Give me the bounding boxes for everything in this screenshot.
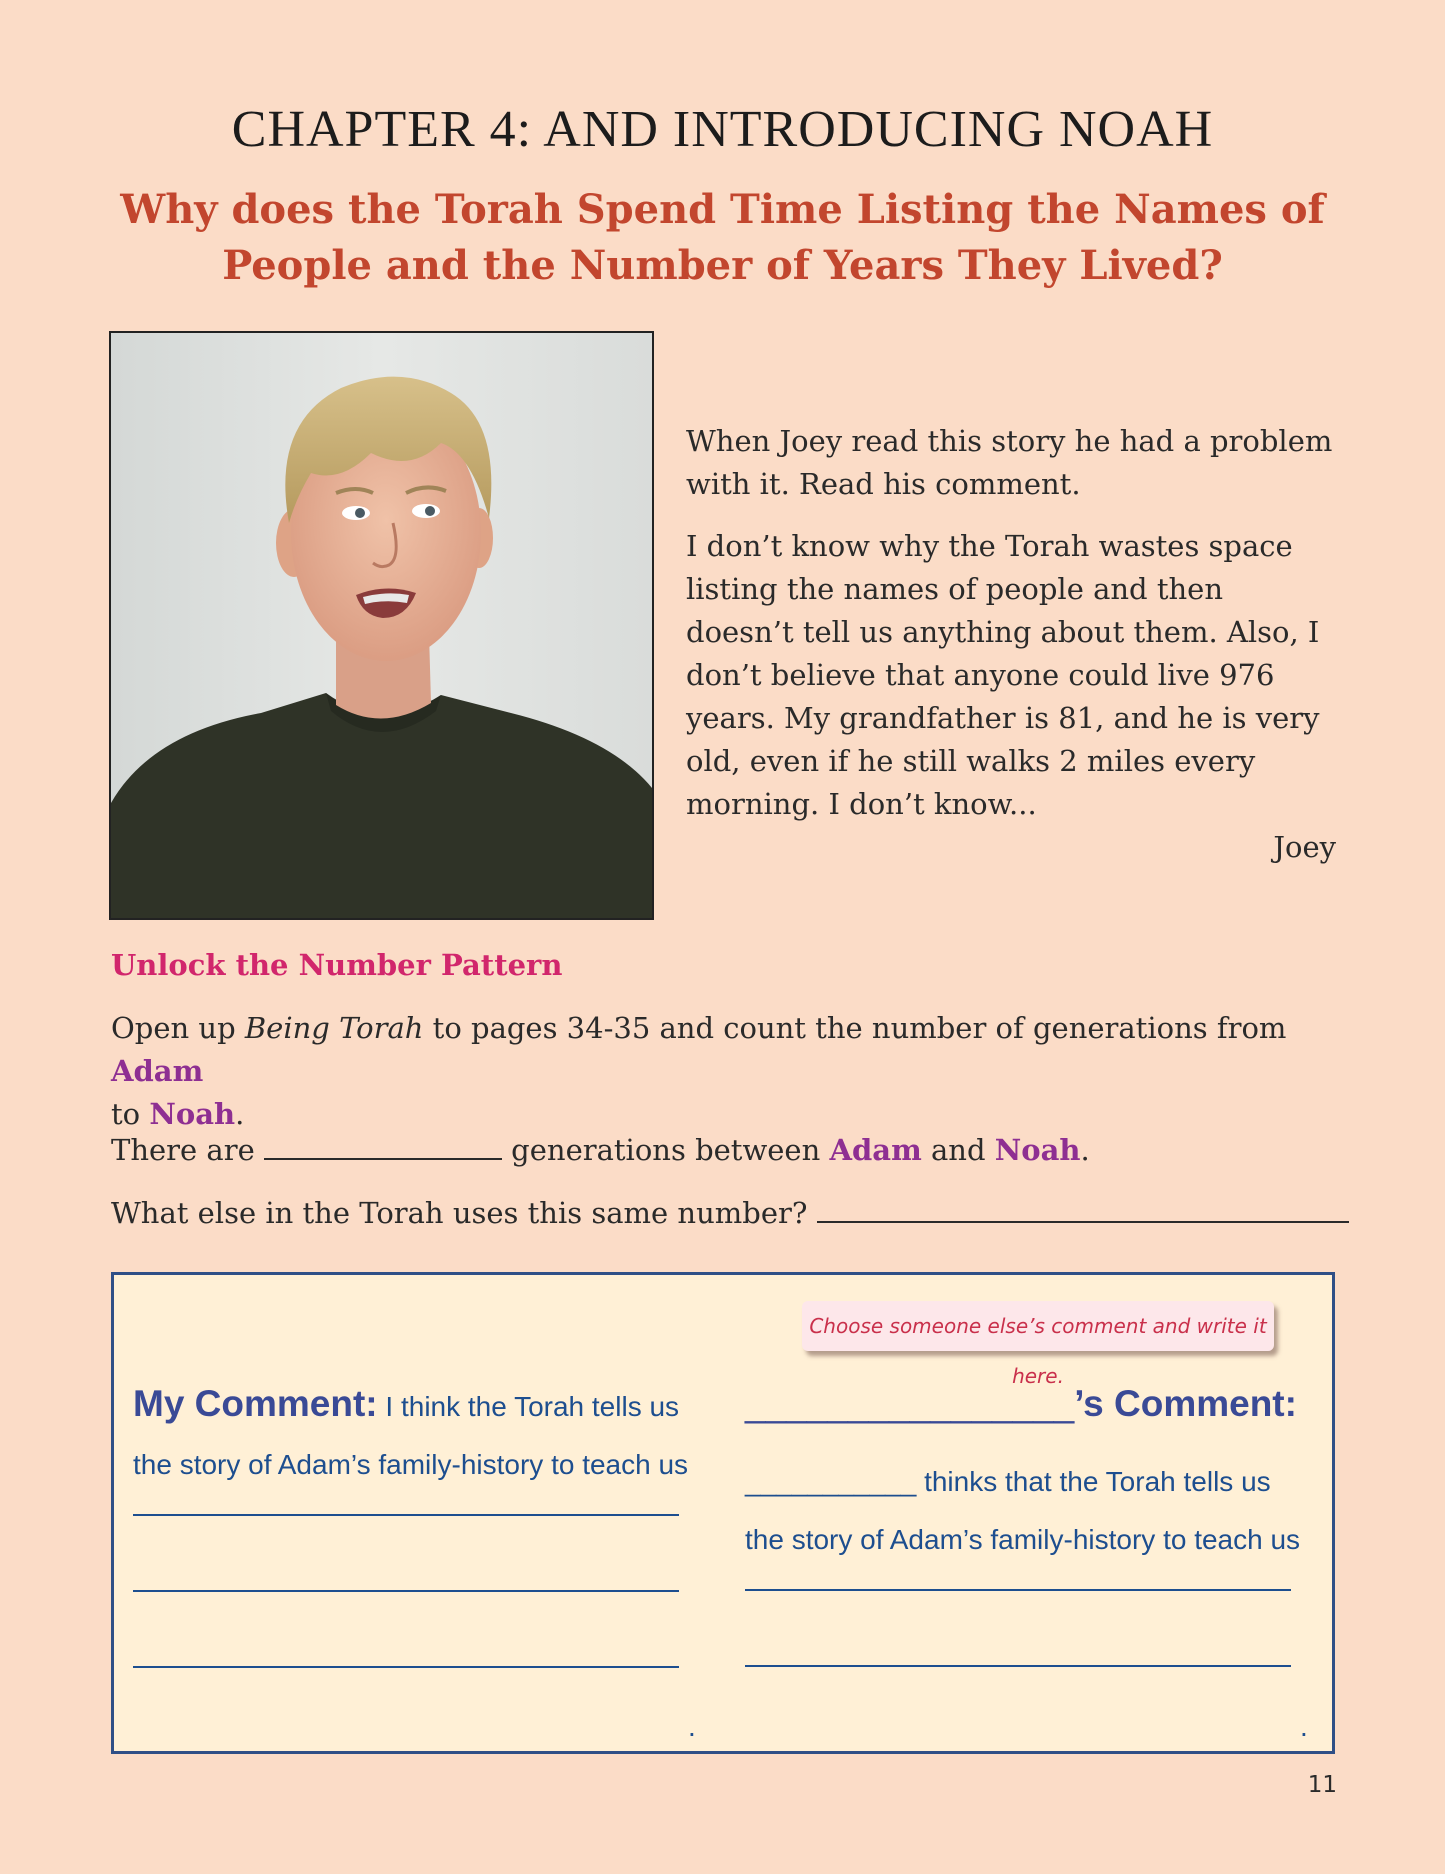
other-comment-text-2: the story of Adam’s family-history to teach us — [745, 1524, 1301, 1555]
my-comment-label: My Comment: — [133, 1383, 378, 1424]
chapter-title: CHAPTER 4: AND INTRODUCING NOAH — [231, 101, 1214, 158]
my-comment-write-line-3[interactable] — [133, 1626, 679, 1668]
chapter-subtitle — [110, 182, 1335, 294]
joey-intro: When Joey read this story he had a problem with it. Read his comment. — [686, 424, 1333, 501]
my-comment-text-2: the story of Adam’s family-history to teach us — [133, 1449, 689, 1480]
my-comment-end-dot: . — [688, 1711, 696, 1742]
generations-answer-blank[interactable] — [264, 1128, 502, 1160]
my-comment-column — [133, 1375, 703, 1742]
subtitle-line-2: People and the Number of Years They Lived? — [222, 242, 1223, 289]
other-comment-column — [745, 1375, 1330, 1742]
question-same-number: What else in the Torah uses this same number? — [111, 1191, 1351, 1235]
name-noah: Noah — [149, 1097, 236, 1131]
other-comment-text-1: thinks that the Torah tells us — [916, 1466, 1271, 1497]
other-name-blank[interactable]: ________________ — [745, 1383, 1075, 1424]
question-generations: There are generations between Adam and Noah. — [111, 1128, 1351, 1172]
same-number-answer-blank[interactable] — [817, 1191, 1349, 1223]
other-comment-end-dot: . — [1300, 1711, 1308, 1742]
my-comment-write-line-2[interactable] — [133, 1550, 679, 1592]
pattern-heading: Unlock the Number Pattern — [111, 948, 563, 982]
other-person-blank[interactable]: ___________ — [745, 1466, 917, 1497]
tip-note: Choose someone else’s comment and write it here. — [802, 1301, 1274, 1351]
name-adam-2: Adam — [829, 1133, 922, 1167]
joey-quote: I don’t know why the Torah wastes space listing the names of people and then doesn’t tell us anything about them. Also, I don’t believe that anyone could live 976 years. My grandfather is 81, and he is very old, even if he still walks 2 miles every morning. I don’t know... — [686, 529, 1320, 821]
other-comment-write-line-2[interactable] — [745, 1625, 1291, 1667]
my-comment-text-1: I think the Torah tells us — [377, 1391, 680, 1422]
boy-portrait-photo — [109, 331, 654, 920]
name-noah-2: Noah — [994, 1133, 1081, 1167]
joey-story — [686, 420, 1336, 888]
subtitle-line-1: Why does the Torah Spend Time Listing the Names of — [120, 186, 1325, 233]
joey-signature: Joey — [1273, 830, 1336, 864]
book-title: Being Torah — [244, 1011, 424, 1045]
pattern-instruction: Open up Being Torah to pages 34-35 and count the number of generations from Adam to Noah. — [111, 1011, 1287, 1131]
boy-portrait-icon — [111, 333, 652, 918]
page-number: 11 — [1307, 1772, 1337, 1798]
name-adam: Adam — [111, 1054, 204, 1088]
other-comment-label: ’s Comment: — [1074, 1383, 1297, 1424]
comment-box — [111, 1272, 1335, 1754]
